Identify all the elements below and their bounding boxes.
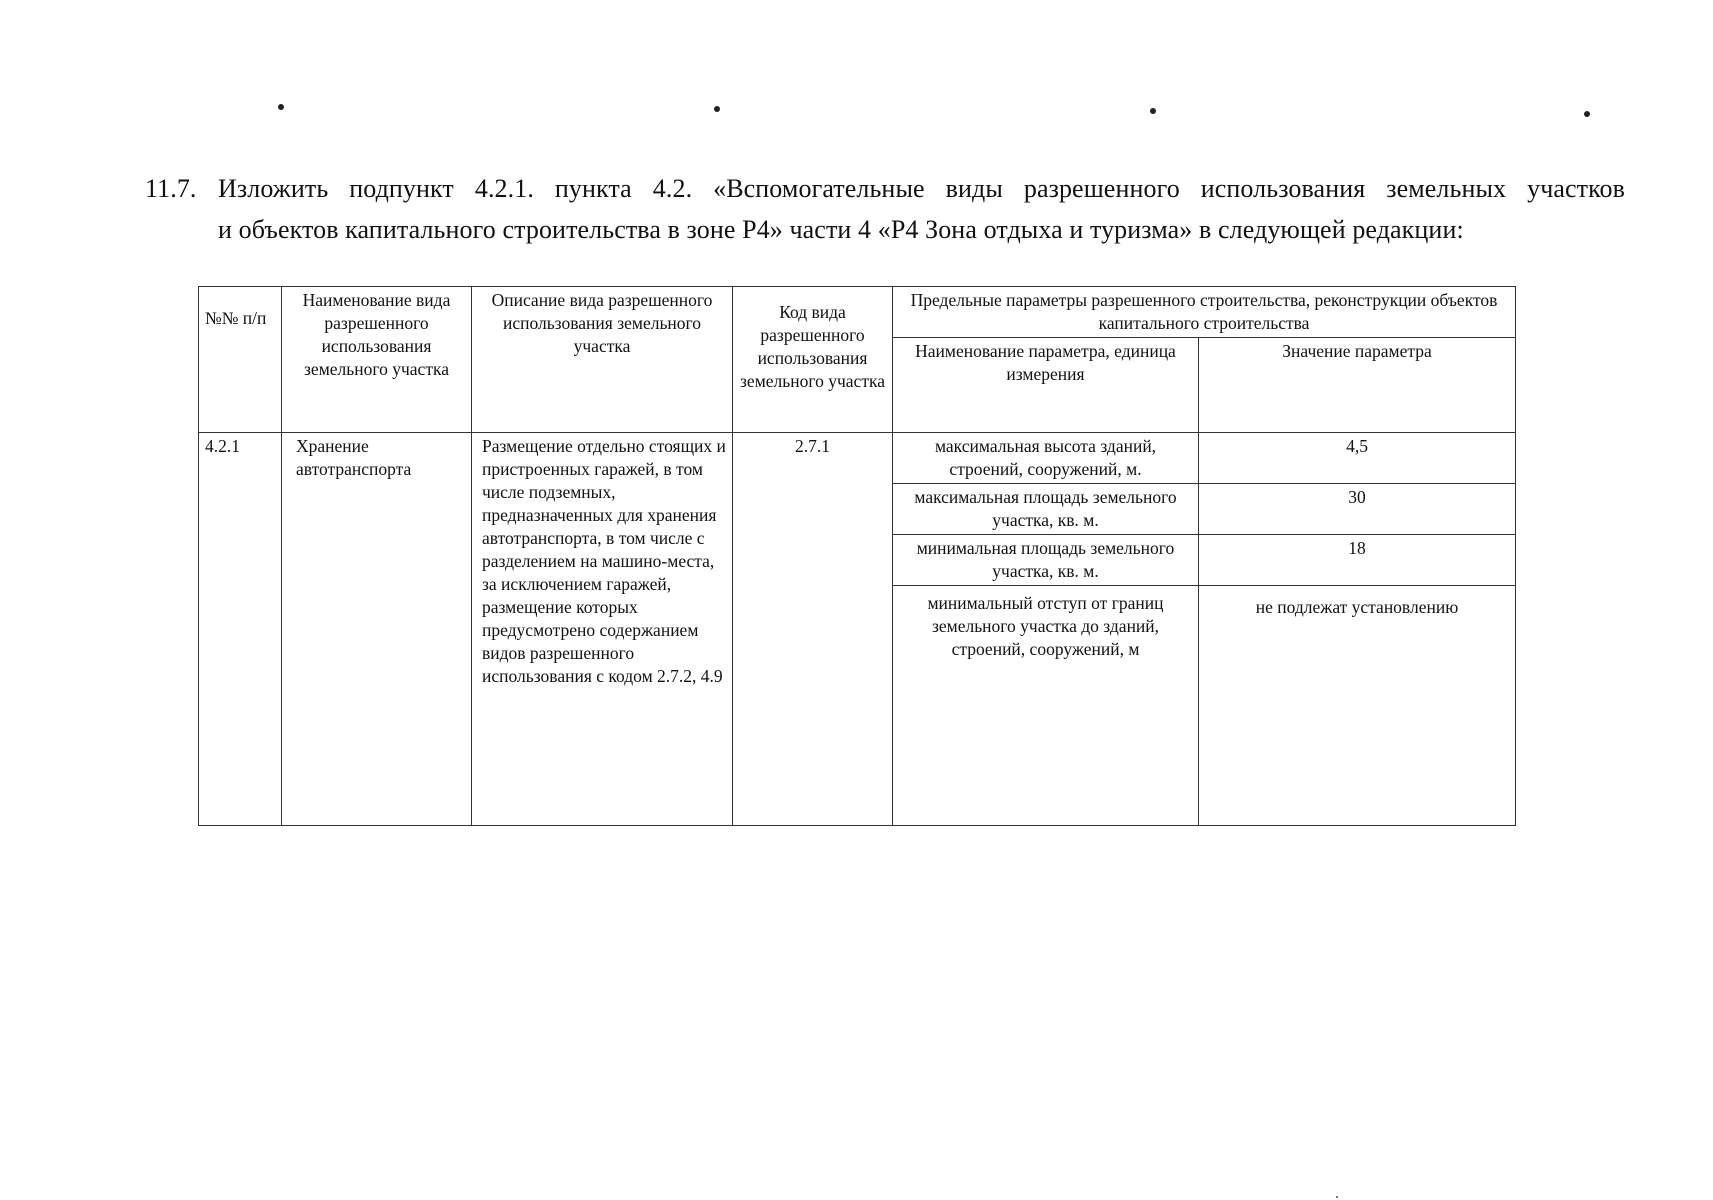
scan-mark (714, 106, 720, 112)
header-code: Код вида разрешенного использования земельного участка (733, 287, 893, 433)
amendment-paragraph (145, 168, 1625, 250)
land-use-table (198, 286, 1516, 826)
table-header-row (199, 287, 1516, 338)
header-name: Наименование вида разрешенного использования земельного участка (282, 287, 472, 433)
header-num: №№ п/п (199, 287, 282, 433)
cell-name: Хранение автотранспорта (282, 433, 472, 826)
paragraph-number: 11.7. (145, 174, 197, 203)
scan-speck (1336, 1196, 1338, 1198)
header-description: Описание вида разрешенного использования земельного участка (472, 287, 733, 433)
scan-mark (1150, 108, 1156, 114)
header-param-value: Значение параметра (1199, 338, 1516, 433)
param-value-cell: 4,5 (1199, 433, 1516, 484)
cell-code: 2.7.1 (733, 433, 893, 826)
scan-mark (1584, 111, 1590, 117)
param-value-cell: 30 (1199, 484, 1516, 535)
scan-mark (278, 104, 284, 110)
param-value-cell: 18 (1199, 535, 1516, 586)
param-name-cell: минимальная площадь земельного участка, кв. м. (893, 535, 1199, 586)
cell-description: Размещение отдельно стоящих и пристроенных гаражей, в том числе подземных, предназначенных для хранения автотранспорта, в том числе с разделением на машино-места, за исключением гаражей, размещение которых предусмотрено содержанием видов разрешенного использования с кодом 2.7.2, 4.9 (472, 433, 733, 826)
param-name-cell: максимальная площадь земельного участка, кв. м. (893, 484, 1199, 535)
header-limits: Предельные параметры разрешенного строительства, реконструкции объектов капитального строительства (893, 287, 1516, 338)
paragraph-line-1: Изложить подпункт 4.2.1. пункта 4.2. «Вспомогательные виды разрешенного использования земельных участков (218, 174, 1625, 203)
paragraph-text (218, 168, 1625, 250)
param-value-cell: не подлежат установлению (1199, 586, 1516, 826)
param-name-cell: минимальный отступ от границ земельного участка до зданий, строений, сооружений, м (893, 586, 1199, 826)
header-param-name: Наименование параметра, единица измерения (893, 338, 1199, 433)
paragraph-line-2: и объектов капитального строительства в зоне Р4» части 4 «Р4 Зона отдыха и туризма» в следующей редакции: (218, 215, 1464, 244)
cell-num: 4.2.1 (199, 433, 282, 826)
table-row (199, 433, 1516, 484)
param-name-cell: максимальная высота зданий, строений, сооружений, м. (893, 433, 1199, 484)
